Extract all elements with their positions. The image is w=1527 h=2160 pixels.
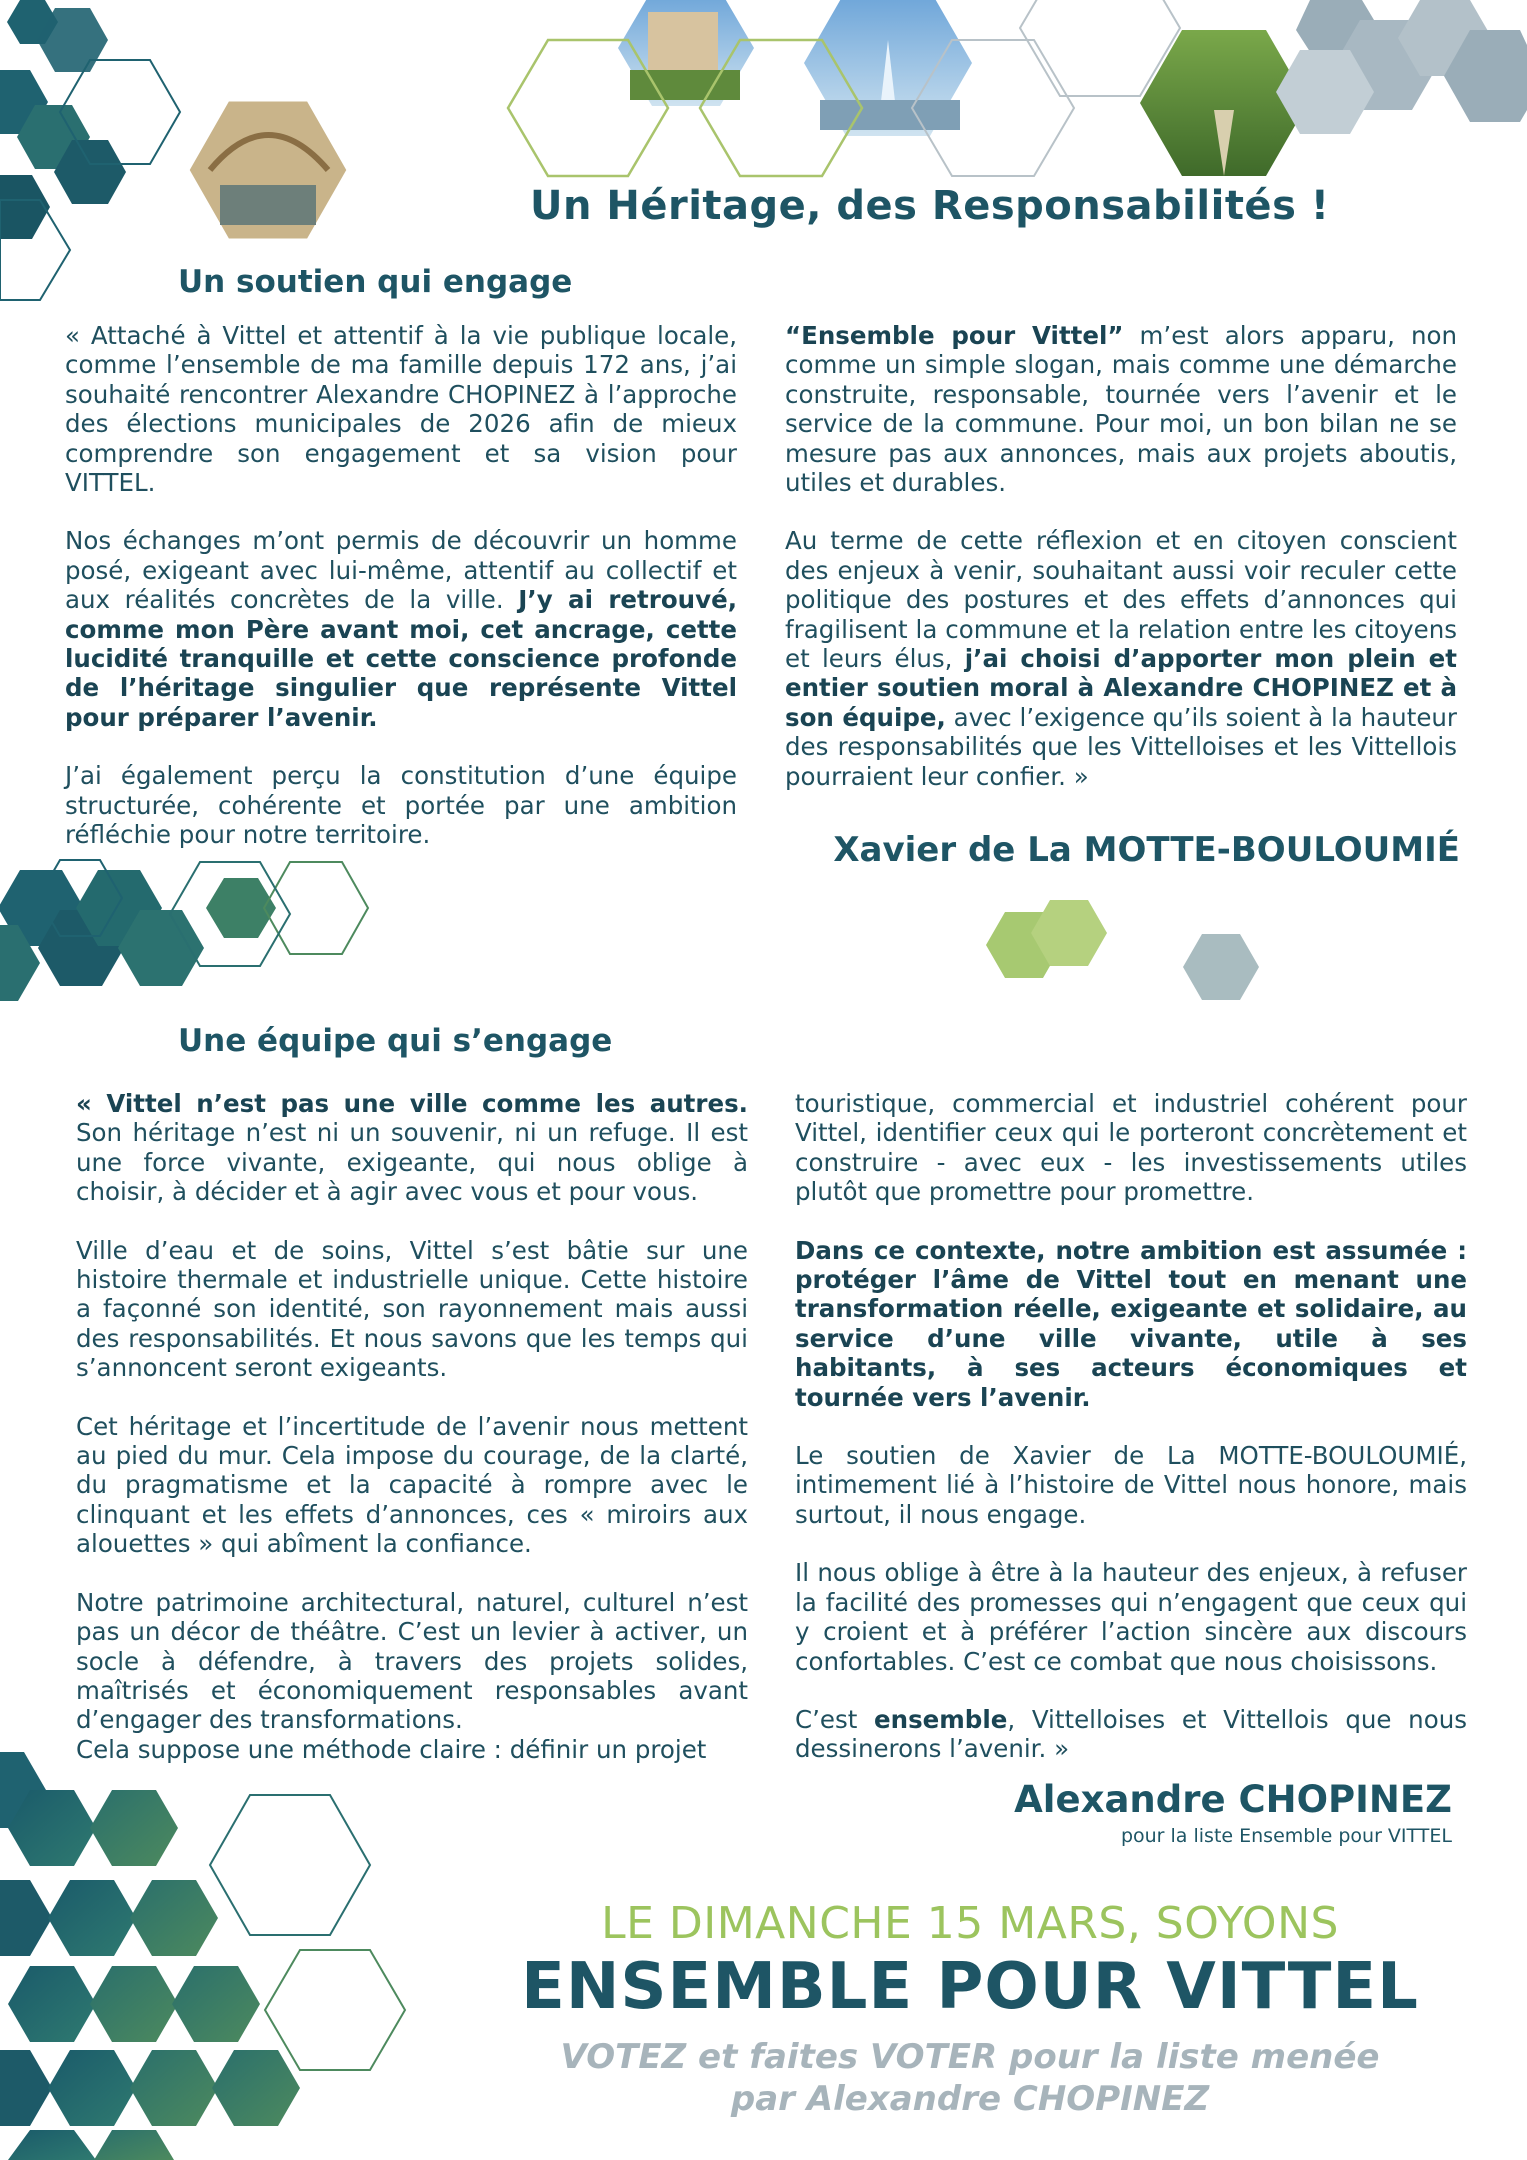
paragraph: Cela suppose une méthode claire : définir un projet: [76, 1734, 707, 1764]
paragraph: J’ai également perçu la constitution d’une équipe structurée, cohérente et portée par une ambition réfléchie pour notre territoire.: [65, 761, 737, 850]
paragraph: Au terme de cette réflexion et en citoyen conscient des enjeux à venir, souhaitant aussi voir reculer cette politique des postures et des effets d’annonces qui fragilisent la commune et la relation entre les citoyens et leurs élus, j’ai choisi d’apporter mon plein et entier soutien moral à Alexandre CHOPINEZ et à son équipe, avec l’exigence qu’ils soient à la hauteur des responsabilités que les Vittelloises et les Vittellois pourraient leur confier. »: [785, 526, 1457, 791]
paragraph: Le soutien de Xavier de La MOTTE-BOULOUMIÉ, intimement lié à l’histoire de Vittel nous honore, mais surtout, il nous engage.: [795, 1441, 1467, 1529]
cta-vote: VOTEZ et faites VOTER pour la liste menée par Alexandre CHOPINEZ: [560, 2037, 1380, 2119]
cta-date: LE DIMANCHE 15 MARS, SOYONS: [601, 1898, 1339, 1949]
photo-gallery-arcade: [188, 100, 348, 240]
page-title: Un Héritage, des Responsabilités !: [530, 183, 1330, 229]
section-title-soutien: Un soutien qui engage: [178, 264, 573, 300]
signature-subtitle: pour la liste Ensemble pour VITTEL: [1120, 1825, 1452, 1847]
section2-right-column: [795, 1089, 1467, 1764]
photo-tree-alley: [1140, 30, 1308, 176]
photo-fountain: [804, 0, 972, 136]
paragraph: Il nous oblige à être à la hauteur des enjeux, à refuser la facilité des promesses qui n’engagent que ceux qui y croient et à préférer l’action sincère aux discours confortables. C’est ce combat que nous choisissons.: [795, 1558, 1467, 1676]
paragraph: Notre patrimoine architectural, naturel, culturel n’est pas un décor de théâtre. C’est un levier à activer, un socle à défendre, à travers des projets solides, maîtrisés et économiquement responsables avant d’engager des transformations.: [76, 1587, 748, 1735]
photo-palace-building: [618, 0, 754, 106]
paragraph: « Vittel n’est pas une ville comme les autres. Son héritage n’est ni un souvenir, ni un refuge. Il est une force vivante, exigeante, qui nous oblige à choisir, à décider et à agir avec vous et pour vous.: [76, 1089, 748, 1207]
cta-slogan: ENSEMBLE POUR VITTEL: [521, 1950, 1419, 2024]
paragraph: Cet héritage et l’incertitude de l’avenir nous mettent au pied du mur. Cela impose du courage, de la clarté, du pragmatisme et la capacité à rompre avec le clinquant et les effets d’annonces, ces « miroirs aux alouettes » qui abîment la confiance.: [76, 1411, 748, 1559]
signature-xavier: Xavier de La MOTTE-BOULOUMIÉ: [833, 830, 1460, 870]
section-title-equipe: Une équipe qui s’engage: [178, 1023, 613, 1059]
paragraph: touristique, commercial et industriel cohérent pour Vittel, identifier ceux qui le porteront concrètement et construire - avec eux - les investissements utiles plutôt que promettre pour promettre.: [795, 1089, 1467, 1207]
paragraph: “Ensemble pour Vittel” m’est alors apparu, non comme un simple slogan, mais comme une démarche construite, responsable, tournée vers l’avenir et le service de la commune. Pour moi, un bon bilan ne se mesure pas aux annonces, mais aux projets aboutis, utiles et durables.: [785, 321, 1457, 498]
paragraph: C’est ensemble, Vittelloises et Vittellois que nous dessinerons l’avenir. »: [795, 1704, 1467, 1764]
paragraph: Ville d’eau et de soins, Vittel s’est bâtie sur une histoire thermale et industrielle unique. Cette histoire a façonné son identité, son rayonnement mais aussi des responsabilités. Et nous savons que les temps qui s’annoncent seront exigeants.: [76, 1235, 748, 1383]
section1-right-column: [785, 321, 1457, 791]
paragraph: Dans ce contexte, notre ambition est assumée : protéger l’âme de Vittel tout en menant une transformation réelle, exigeante et solidaire, au service d’une ville vivante, utile à ses habitants, à ses acteurs économiques et tournée vers l’avenir.: [795, 1235, 1467, 1412]
signature-alexandre: Alexandre CHOPINEZ: [1014, 1778, 1452, 1821]
section1-left-column: [65, 321, 737, 850]
section2-left-column: [76, 1089, 748, 1764]
paragraph: Nos échanges m’ont permis de découvrir un homme posé, exigeant avec lui-même, attentif au collectif et aux réalités concrètes de la ville. J’y ai retrouvé, comme mon Père avant moi, cet ancrage, cette lucidité tranquille et cette conscience profonde de l’héritage singulier que représente Vittel pour préparer l’avenir.: [65, 526, 738, 732]
paragraph: « Attaché à Vittel et attentif à la vie publique locale, comme l’ensemble de ma famille depuis 172 ans, j’ai souhaité rencontrer Alexandre CHOPINEZ à l’approche des élections municipales de 2026 afin de mieux comprendre son engagement et sa vision pour VITTEL.: [65, 321, 737, 498]
